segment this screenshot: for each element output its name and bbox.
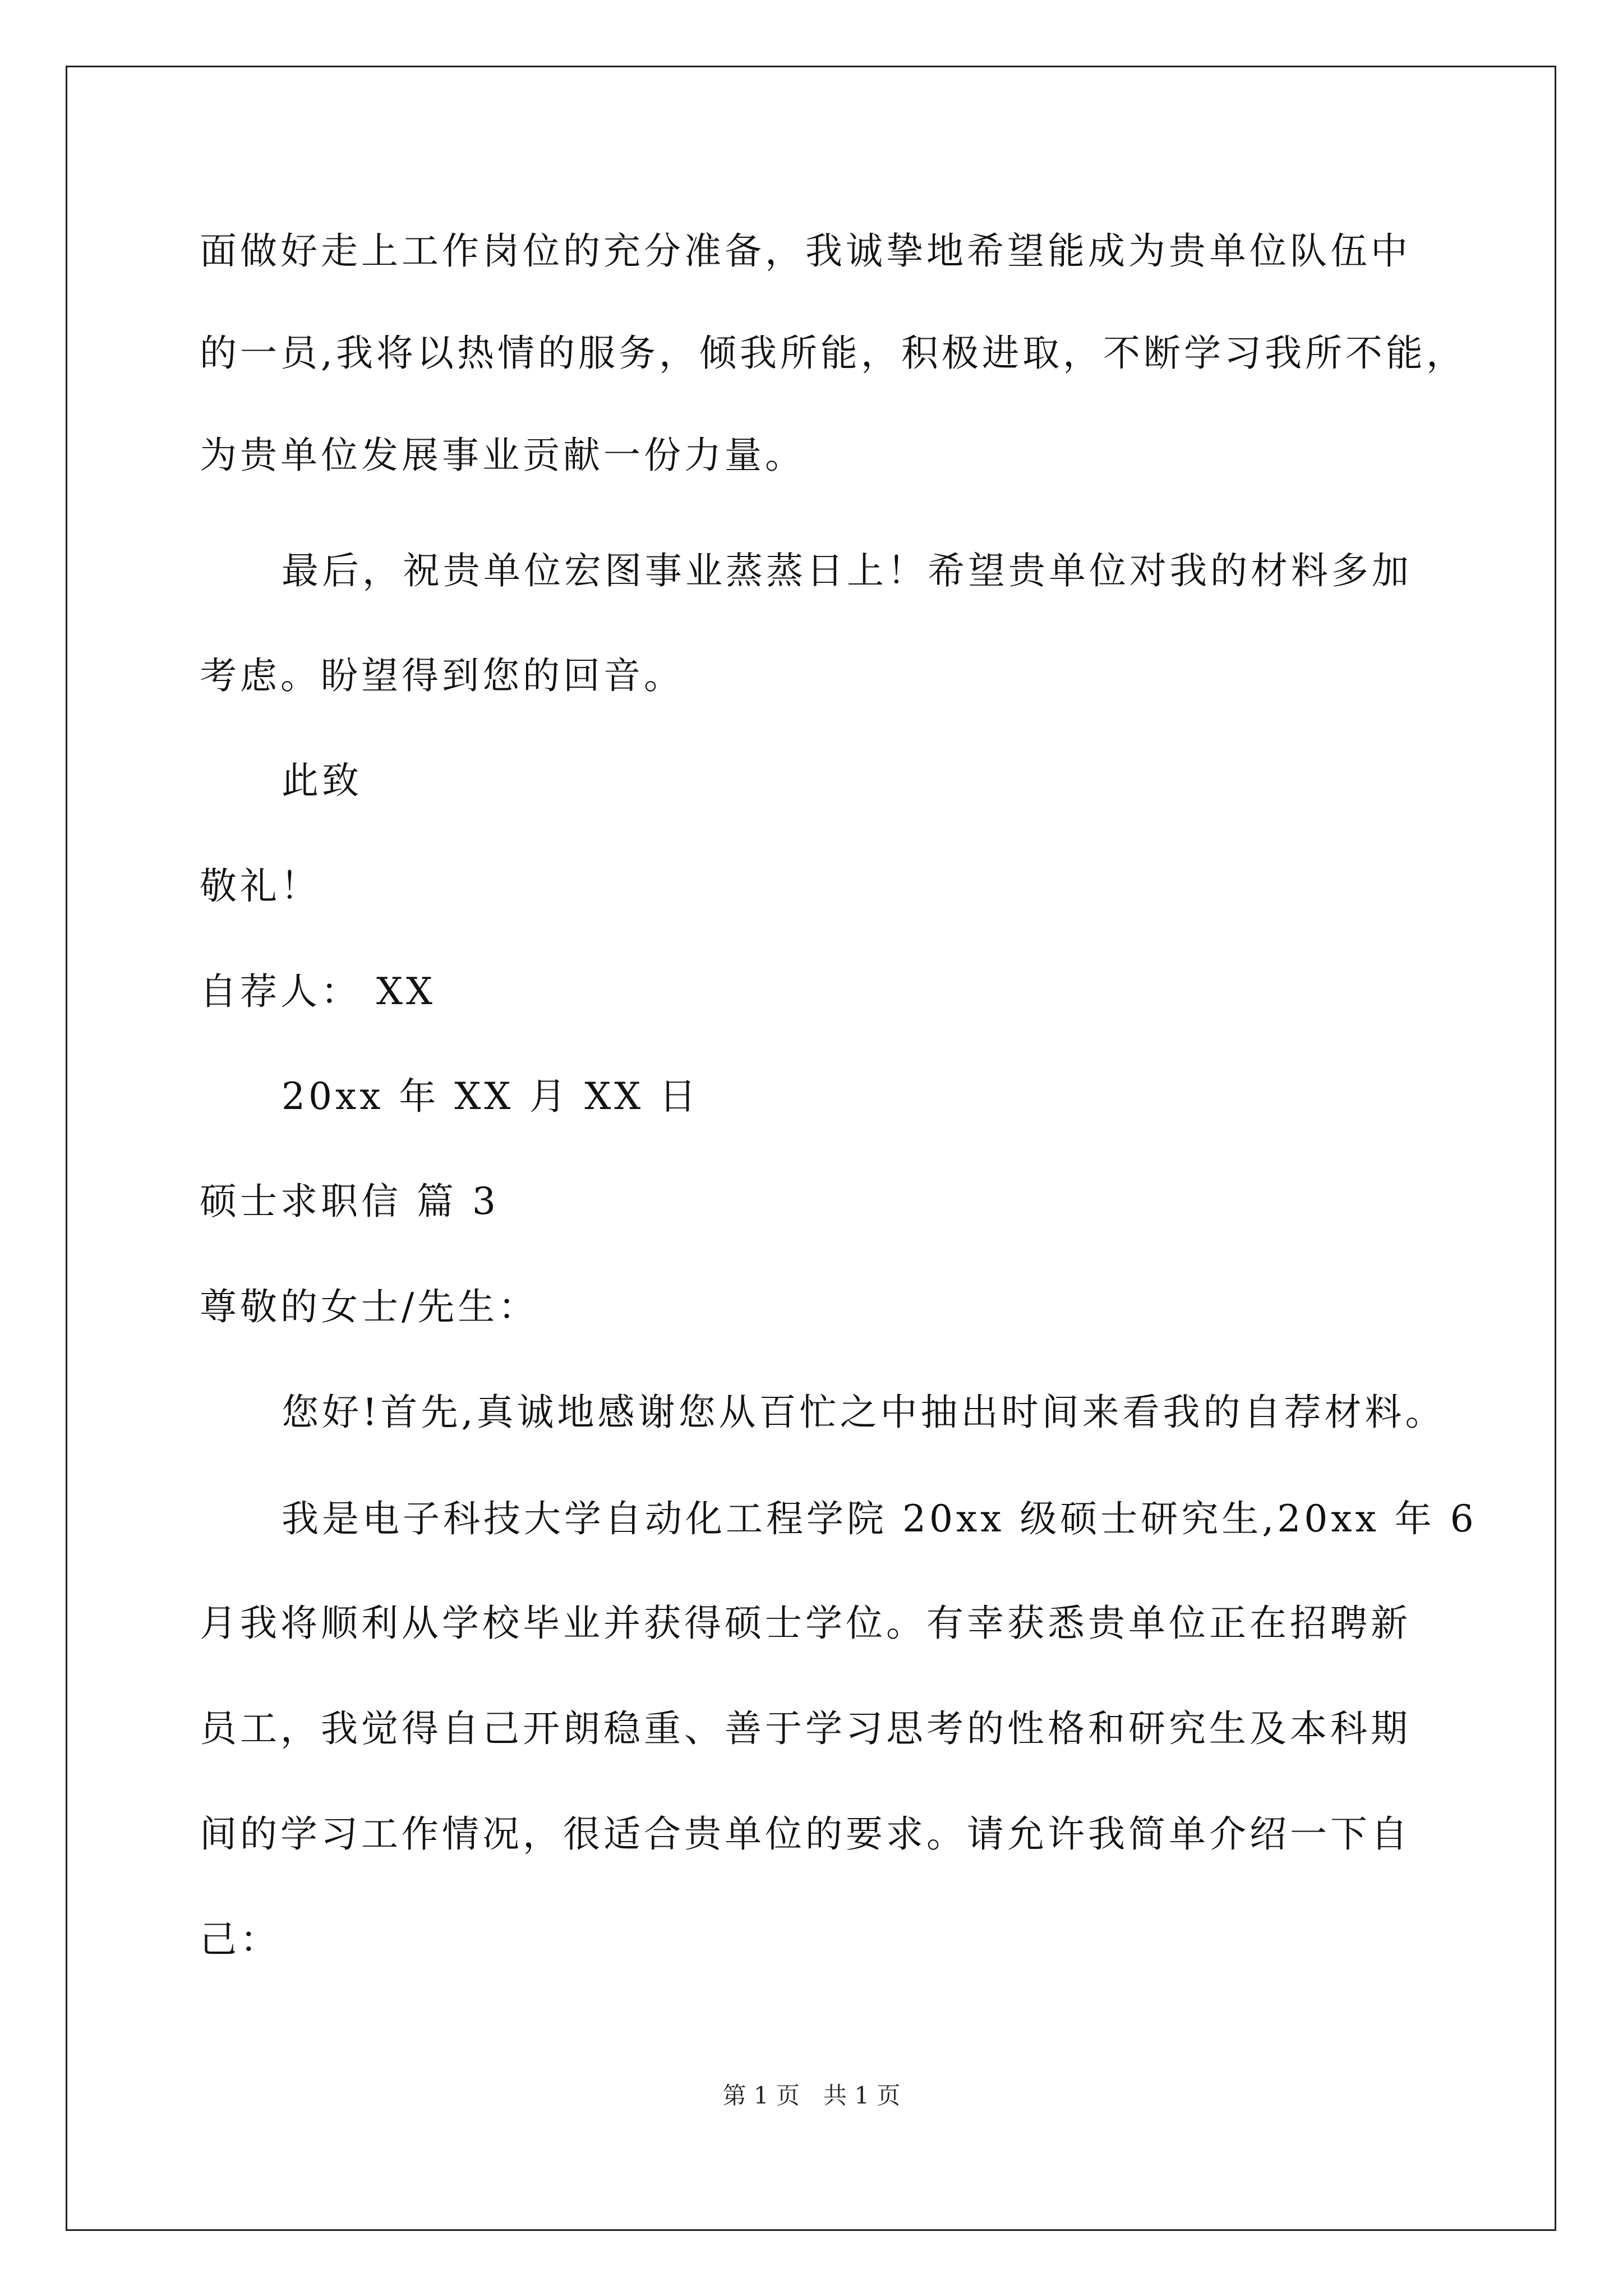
section-heading: 硕士求职信 篇 3 xyxy=(200,1180,499,1223)
date-line: 20xx 年 XX 月 XX 日 xyxy=(282,1075,700,1118)
paragraph-line: 您好!首先,真诚地感谢您从百忙之中抽出时间来看我的自荐材料。 xyxy=(282,1391,1446,1434)
greeting-line: 尊敬的女士/先生： xyxy=(200,1285,539,1328)
paragraph-line: 员工，我觉得自己开朗稳重、善于学习思考的性格和研究生及本科期 xyxy=(200,1707,1411,1750)
paragraph-line: 为贵单位发展事业贡献一份力量。 xyxy=(200,434,805,477)
salutation-closing: 此致 xyxy=(282,759,362,802)
paragraph-line: 最后，祝贵单位宏图事业蒸蒸日上！希望贵单位对我的材料多加 xyxy=(282,549,1412,592)
paragraph-line: 月我将顺利从学校毕业并获得硕士学位。有幸获悉贵单位正在招聘新 xyxy=(200,1602,1411,1645)
paragraph-line: 间的学习工作情况，很适合贵单位的要求。请允许我简单介绍一下自 xyxy=(200,1812,1411,1856)
signer-line: 自荐人： XX xyxy=(200,970,436,1013)
paragraph-line: 面做好走上工作岗位的充分准备，我诚挚地希望能成为贵单位队伍中 xyxy=(200,229,1411,273)
page-border xyxy=(66,66,1556,2231)
page-indicator: 第 1 页 共 1 页 xyxy=(722,2082,901,2109)
paragraph-line: 己： xyxy=(200,1918,280,1961)
paragraph-line: 考虑。盼望得到您的回音。 xyxy=(200,654,684,697)
paragraph-line: 我是电子科技大学自动化工程学院 20xx 级硕士研究生,20xx 年 6 xyxy=(282,1497,1477,1540)
regards-line: 敬礼！ xyxy=(200,864,321,908)
paragraph-line: 的一员,我将以热情的服务，倾我所能，积极进取，不断学习我所不能， xyxy=(200,332,1467,375)
